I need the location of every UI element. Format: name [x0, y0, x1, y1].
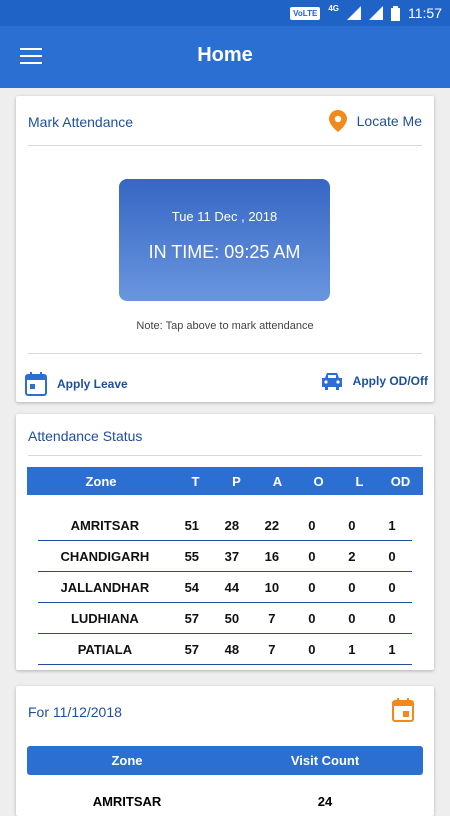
column-header-absent: A	[272, 473, 283, 489]
table-row	[38, 572, 412, 603]
card-header	[28, 96, 422, 146]
table-row	[38, 603, 412, 634]
card-header	[28, 414, 422, 456]
total-cell: 57	[184, 641, 200, 657]
column-header-present: P	[232, 473, 241, 489]
card-title: For 11/12/2018	[28, 704, 122, 720]
zone-cell: AMRITSAR	[70, 517, 140, 533]
locate-me-label: Locate Me	[356, 113, 422, 129]
present-cell: 37	[224, 548, 240, 564]
signal-icon	[347, 6, 361, 20]
column-header-zone: Zone	[111, 753, 143, 768]
column-header-leave: L	[355, 473, 364, 489]
od-cell: 0	[388, 548, 396, 564]
table-row	[38, 510, 412, 541]
car-icon	[321, 372, 343, 390]
divider	[28, 353, 422, 354]
apply-leave-label: Apply Leave	[57, 377, 128, 391]
attendance-note: Note: Tap above to mark attendance	[136, 320, 314, 332]
o-cell: 0	[308, 610, 316, 626]
o-cell: 0	[308, 579, 316, 595]
locate-me-button[interactable]	[329, 110, 422, 132]
app-bar	[0, 26, 450, 88]
table-body	[27, 510, 423, 665]
zone-cell: CHANDIGARH	[60, 548, 150, 564]
calendar-icon[interactable]	[392, 698, 414, 722]
o-cell: 0	[308, 641, 316, 657]
mark-attendance-card	[16, 96, 434, 402]
zone-cell: AMRITSAR	[92, 793, 162, 809]
volte-badge: VoLTE	[290, 7, 320, 20]
leave-cell: 0	[348, 517, 356, 533]
total-cell: 57	[184, 610, 200, 626]
zone-cell: JALLANDHAR	[60, 579, 150, 595]
table-header	[27, 746, 423, 775]
column-header-total: T	[191, 473, 200, 489]
present-cell: 28	[224, 517, 240, 533]
attendance-date: Tue 11 Dec , 2018	[171, 209, 278, 224]
apply-od-button[interactable]	[321, 372, 428, 390]
card-title: Mark Attendance	[28, 114, 134, 130]
leave-cell: 0	[348, 579, 356, 595]
clock: 11:57	[408, 5, 442, 21]
o-cell: 0	[308, 517, 316, 533]
present-cell: 48	[224, 641, 240, 657]
leave-cell: 0	[348, 610, 356, 626]
leave-cell: 2	[348, 548, 356, 564]
absent-cell: 16	[264, 548, 280, 564]
location-pin-icon	[329, 110, 347, 132]
card-header	[28, 686, 422, 736]
battery-icon	[391, 6, 400, 21]
table-body	[27, 786, 423, 816]
column-header-o: O	[313, 473, 324, 489]
visit-count-cell: 24	[317, 793, 333, 809]
column-header-od: OD	[390, 473, 411, 489]
table-header	[27, 467, 423, 495]
apply-leave-button[interactable]	[25, 372, 128, 396]
network-type: 4G	[328, 3, 339, 13]
absent-cell: 10	[264, 579, 280, 595]
od-cell: 1	[388, 641, 396, 657]
in-time: IN TIME: 09:25 AM	[148, 242, 301, 262]
table-row	[38, 541, 412, 572]
mark-attendance-button[interactable]	[119, 179, 330, 301]
calendar-icon	[25, 372, 47, 396]
column-header-visit-count: Visit Count	[290, 753, 360, 768]
od-cell: 1	[388, 517, 396, 533]
od-cell: 0	[388, 610, 396, 626]
present-cell: 50	[224, 610, 240, 626]
column-header-zone: Zone	[85, 473, 117, 489]
status-bar	[0, 0, 450, 26]
od-cell: 0	[388, 579, 396, 595]
table-row	[38, 634, 412, 665]
total-cell: 54	[184, 579, 200, 595]
present-cell: 44	[224, 579, 240, 595]
zone-cell: PATIALA	[77, 641, 133, 657]
o-cell: 0	[308, 548, 316, 564]
page-title: Home	[197, 44, 253, 66]
visit-count-card	[16, 686, 434, 816]
card-title: Attendance Status	[28, 428, 143, 444]
apply-od-label: Apply OD/Off	[352, 374, 428, 388]
absent-cell: 7	[268, 610, 276, 626]
attendance-status-card	[16, 414, 434, 670]
leave-cell: 1	[348, 641, 356, 657]
absent-cell: 7	[268, 641, 276, 657]
zone-cell: LUDHIANA	[70, 610, 139, 626]
total-cell: 55	[184, 548, 200, 564]
absent-cell: 22	[264, 517, 280, 533]
signal-icon	[369, 6, 383, 20]
table-row	[27, 786, 423, 816]
total-cell: 51	[184, 517, 200, 533]
